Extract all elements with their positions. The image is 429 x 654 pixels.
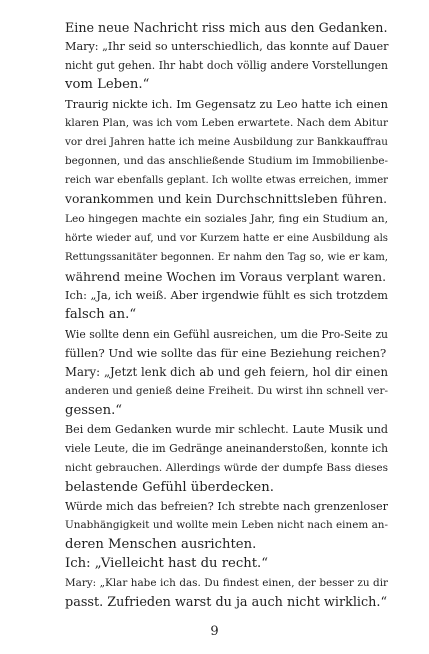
- text-line: Mary: „Jetzt lenk dich ab und geh feiern, hol dir einen: [65, 364, 388, 379]
- text-line: Ich: „Ja, ich weiß. Aber irgendwie fühlt es sich trotzdem: [65, 289, 388, 303]
- text-line: vom Leben.“: [65, 77, 150, 93]
- text-line: passt. Zufrieden warst du ja auch nicht wirklich.“: [65, 594, 388, 610]
- text-line: Unabhängigkeit und wollte mein Leben nicht nach einem an-: [65, 519, 388, 532]
- text-line: gessen.“: [65, 403, 123, 419]
- text-line: belastende Gefühl überdecken.: [65, 479, 274, 495]
- text-line: reich war ebenfalls geplant. Ich wollte etwas erreichen, immer: [65, 175, 388, 187]
- text-line: Bei dem Gedanken wurde mir schlecht. Laute Musik und: [65, 423, 388, 437]
- paragraph: [47, 574, 388, 612]
- paragraph: [47, 325, 388, 363]
- text-line: füllen? Und wie sollte das für eine Beziehung reichen?: [65, 345, 387, 360]
- text-line: Mary: „Klar habe ich das. Du findest einen, der besser zu dir: [65, 576, 388, 589]
- text-line: anderen und genieß deine Freiheit. Du wirst ihn schnell ver-: [65, 384, 389, 397]
- paragraph: [47, 497, 388, 554]
- text-line: deren Menschen ausrichten.: [65, 537, 257, 553]
- text-line: Mary: „Ihr seid so unterschiedlich, das konnte auf Dauer: [65, 40, 389, 54]
- text-line: Wie sollte denn ein Gefühl ausreichen, um die Pro-Seite zu: [65, 327, 388, 341]
- paragraph: [47, 18, 388, 37]
- text-line: Rettungssanitäter begonnen. Er nahm den Tag so, wie er kam,: [65, 251, 388, 263]
- text-line: Traurig nickte ich. Im Gegensatz zu Leo hatte ich einen: [65, 96, 388, 111]
- paragraph: [47, 363, 388, 420]
- text-line: Würde mich das befreien? Ich strebte nach grenzenloser: [65, 499, 388, 513]
- text-line: vor drei Jahren hatte ich meine Ausbildung zur Bankkauffrau: [65, 135, 388, 148]
- text-line: Leo hingegen machte ein soziales Jahr, fing ein Studium an,: [65, 212, 388, 225]
- paragraph: [47, 37, 388, 94]
- text-line: Eine neue Nachricht riss mich aus den Gedanken.: [65, 20, 388, 35]
- page-number: 9: [210, 624, 219, 639]
- paragraph: [47, 420, 388, 497]
- text-line: nicht gebrauchen. Allerdings würde der dumpfe Bass dieses: [65, 461, 388, 474]
- text-line: begonnen, und das anschließende Studium im Immobilienbe-: [65, 155, 388, 168]
- text-line: viele Leute, die im Gedränge aneinanderstoßen, konnte ich: [65, 442, 388, 456]
- book-page-body: [47, 18, 388, 612]
- text-line: hörte wieder auf, und vor Kurzem hatte er eine Ausbildung als: [65, 232, 388, 244]
- text-line: klaren Plan, was ich vom Leben erwartete. Nach dem Abitur: [65, 116, 388, 129]
- text-line: vorankommen und kein Durchschnittsleben führen.: [65, 192, 388, 207]
- text-line: nicht gut gehen. Ihr habt doch völlig andere Vorstellungen: [65, 59, 388, 73]
- paragraph: [47, 286, 388, 324]
- text-line: Ich: „Vielleicht hast du recht.“: [65, 556, 268, 572]
- text-line: falsch an.“: [65, 307, 137, 323]
- paragraph: [47, 210, 388, 287]
- paragraph: [47, 554, 388, 573]
- text-line: während meine Wochen im Voraus verplant waren.: [65, 269, 387, 285]
- paragraph: [47, 95, 388, 210]
